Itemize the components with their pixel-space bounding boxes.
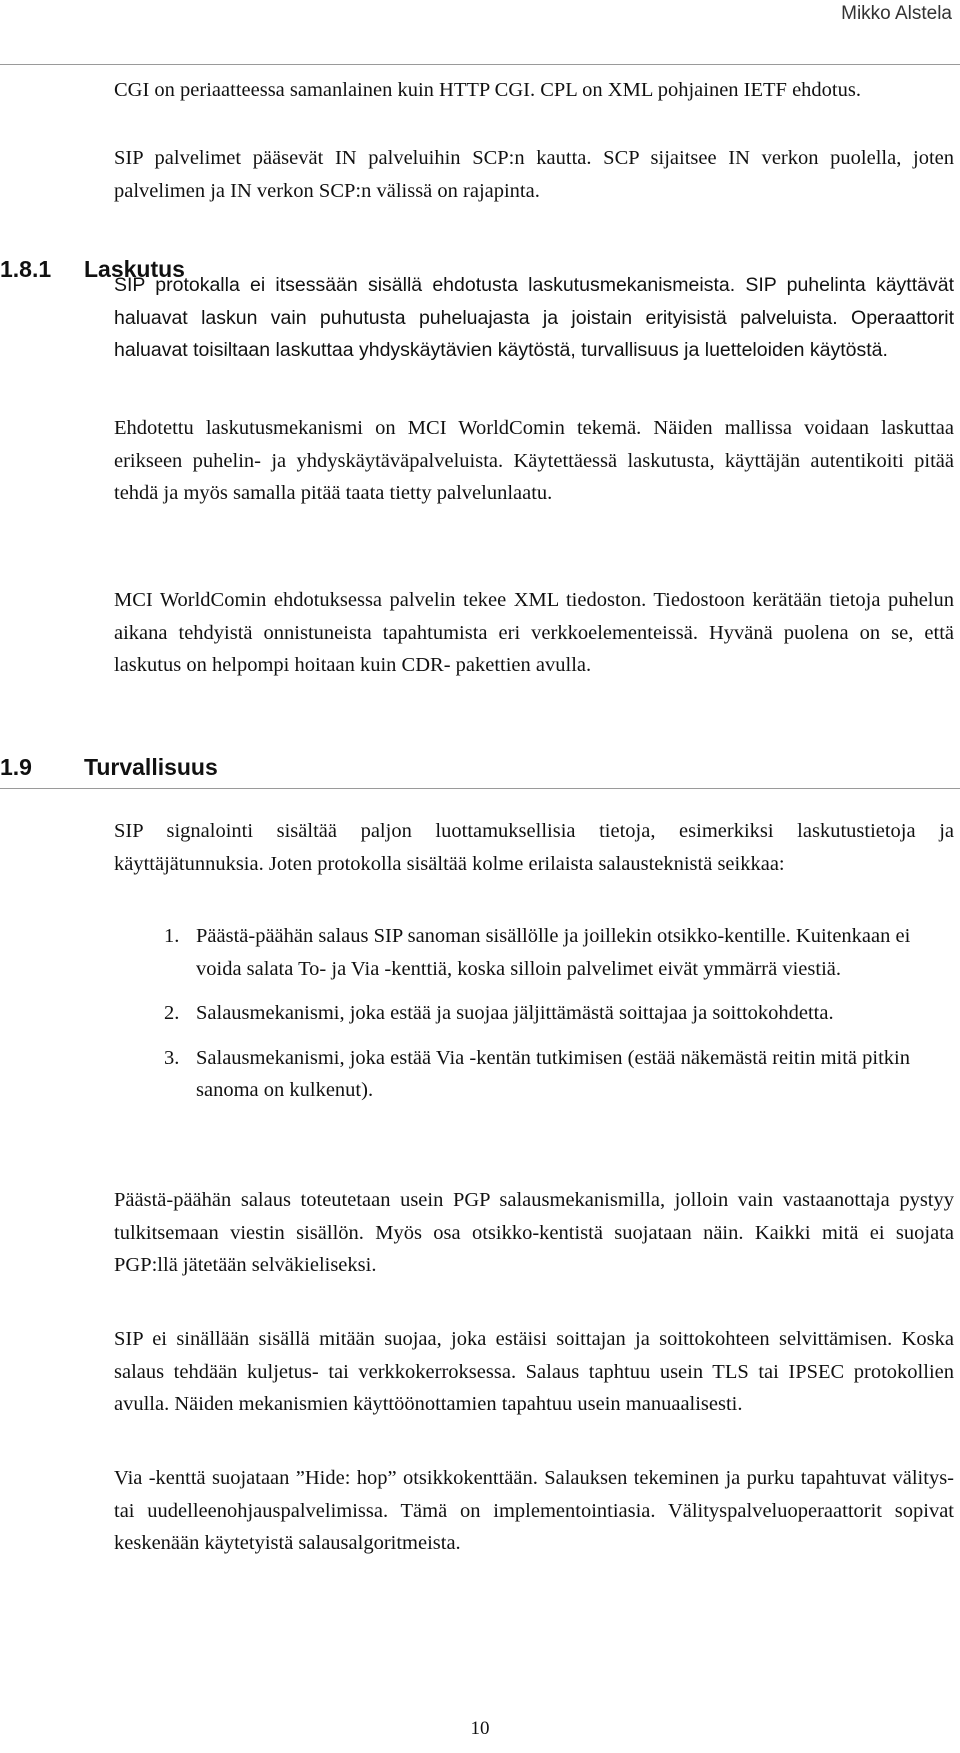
page-number: 10 xyxy=(470,1718,490,1739)
intro-paragraph-2: SIP palvelimet pääsevät IN palveluihin SCP:n kautta. SCP sijaitsee IN verkon puolella, joten palvelimen ja IN verkon SCP:n välissä on rajapinta. xyxy=(114,147,954,202)
list-marker: 3. xyxy=(164,1046,180,1069)
section-title: Turvallisuus xyxy=(84,754,218,780)
section-number: 1.9 xyxy=(0,754,32,780)
security-paragraph-3: SIP ei sinällään sisällä mitään suojaa, joka estäisi soittajan ja soittokohteen selvittämisen. Koska salaus tehdään kuljetus- tai verkkokerroksessa. Salaus taphtuu usein TLS tai IPSEC protokollien avulla. Näiden mekanismien käyttöönottamien tapahtuu usein manuaalisesti. xyxy=(114,1328,954,1415)
list-item xyxy=(114,920,954,985)
header-divider xyxy=(0,64,960,65)
billing-paragraph-3: MCI WorldComin ehdotuksessa palvelin tekee XML tiedoston. Tiedostoon kerätään tietoja puhelun aikana tehdyistä onnistuneista tapahtumista eri verkkoelementeissä. Hyvänä puolena on se, että laskutus on helpompi hoitaan kuin CDR- pakettien avulla. xyxy=(114,589,954,676)
list-item xyxy=(114,1042,954,1107)
list-marker: 2. xyxy=(164,1002,180,1024)
list-marker: 1. xyxy=(164,925,180,947)
security-paragraph-2: Päästä-päähän salaus toteutetaan usein PGP salausmekanismilla, jolloin vain vastaanottaja pystyy tulkitsemaan viestin sisällön. Myös osa otsikko-kentistä suojataan näin. Kaikki mitä ei suojata PGP:llä jätetään selväkieliseksi. xyxy=(114,1189,954,1276)
billing-paragraph-1: SIP protokalla ei itsessään sisällä ehdotusta laskutusmekanismeista. SIP puhelinta käyttävät haluavat laskun vain puhutusta puheluajasta ja joistain erityisistä palveluista. Operaattorit haluavat toisiltaan laskuttaa yhdyskäytävien käytöstä, turvallisuus ja luetteloiden käytöstä. xyxy=(114,274,954,361)
header-author: Mikko Alstela xyxy=(841,3,952,24)
list-item-text: Salausmekanismi, joka estää ja suojaa jäljittämästä soittajaa ja soittokohdetta. xyxy=(196,1002,834,1024)
section-title: Laskutus xyxy=(84,256,185,282)
security-measures-list xyxy=(114,920,954,1119)
intro-paragraph-1: CGI on periaatteessa samanlainen kuin HTTP CGI. CPL on XML pohjainen IETF ehdotus. xyxy=(114,79,861,101)
billing-paragraph-2: Ehdotettu laskutusmekanismi on MCI WorldComin tekemä. Näiden mallissa voidaan laskuttaa erikseen puhelin- ja yhdyskäytäväpalveluista. Käytettäessä laskutusta, käyttäjän autentikoiti pitää tehdä ja myös samalla pitää taata tietty palvelunlaatu. xyxy=(114,417,954,504)
security-paragraph-1: SIP signalointi sisältää paljon luottamuksellisia tietoja, esimerkiksi laskutustietoja ja käyttäjätunnuksia. Joten protokolla sisältää kolme erilaista salausteknistä seikkaa: xyxy=(114,820,954,875)
list-item-text: Päästä-päähän salaus SIP sanoman sisällölle ja joillekin otsikko-kentille. Kuitenkaan ei voida salata To- ja Via -kenttiä, koska silloin palvelimet eivät ymmärrä viestiä. xyxy=(196,925,911,980)
section-divider xyxy=(0,788,960,789)
security-paragraph-4: Via -kenttä suojataan ”Hide: hop” otsikkokenttään. Salauksen tekeminen ja purku tapahtuvat välitys- tai uudelleenohjauspalvelimissa. Tämä on implementointiasia. Välityspalveluoperaattorit sopivat keskenään käytetyistä salausalgoritmeista. xyxy=(114,1467,954,1554)
section-number: 1.8.1 xyxy=(0,256,52,282)
list-item-text: Salausmekanismi, joka estää Via -kentän tutkimisen (estää näkemästä reitin mitä pitkin sanoma on kulkenut). xyxy=(196,1046,910,1101)
list-item xyxy=(114,997,954,1030)
